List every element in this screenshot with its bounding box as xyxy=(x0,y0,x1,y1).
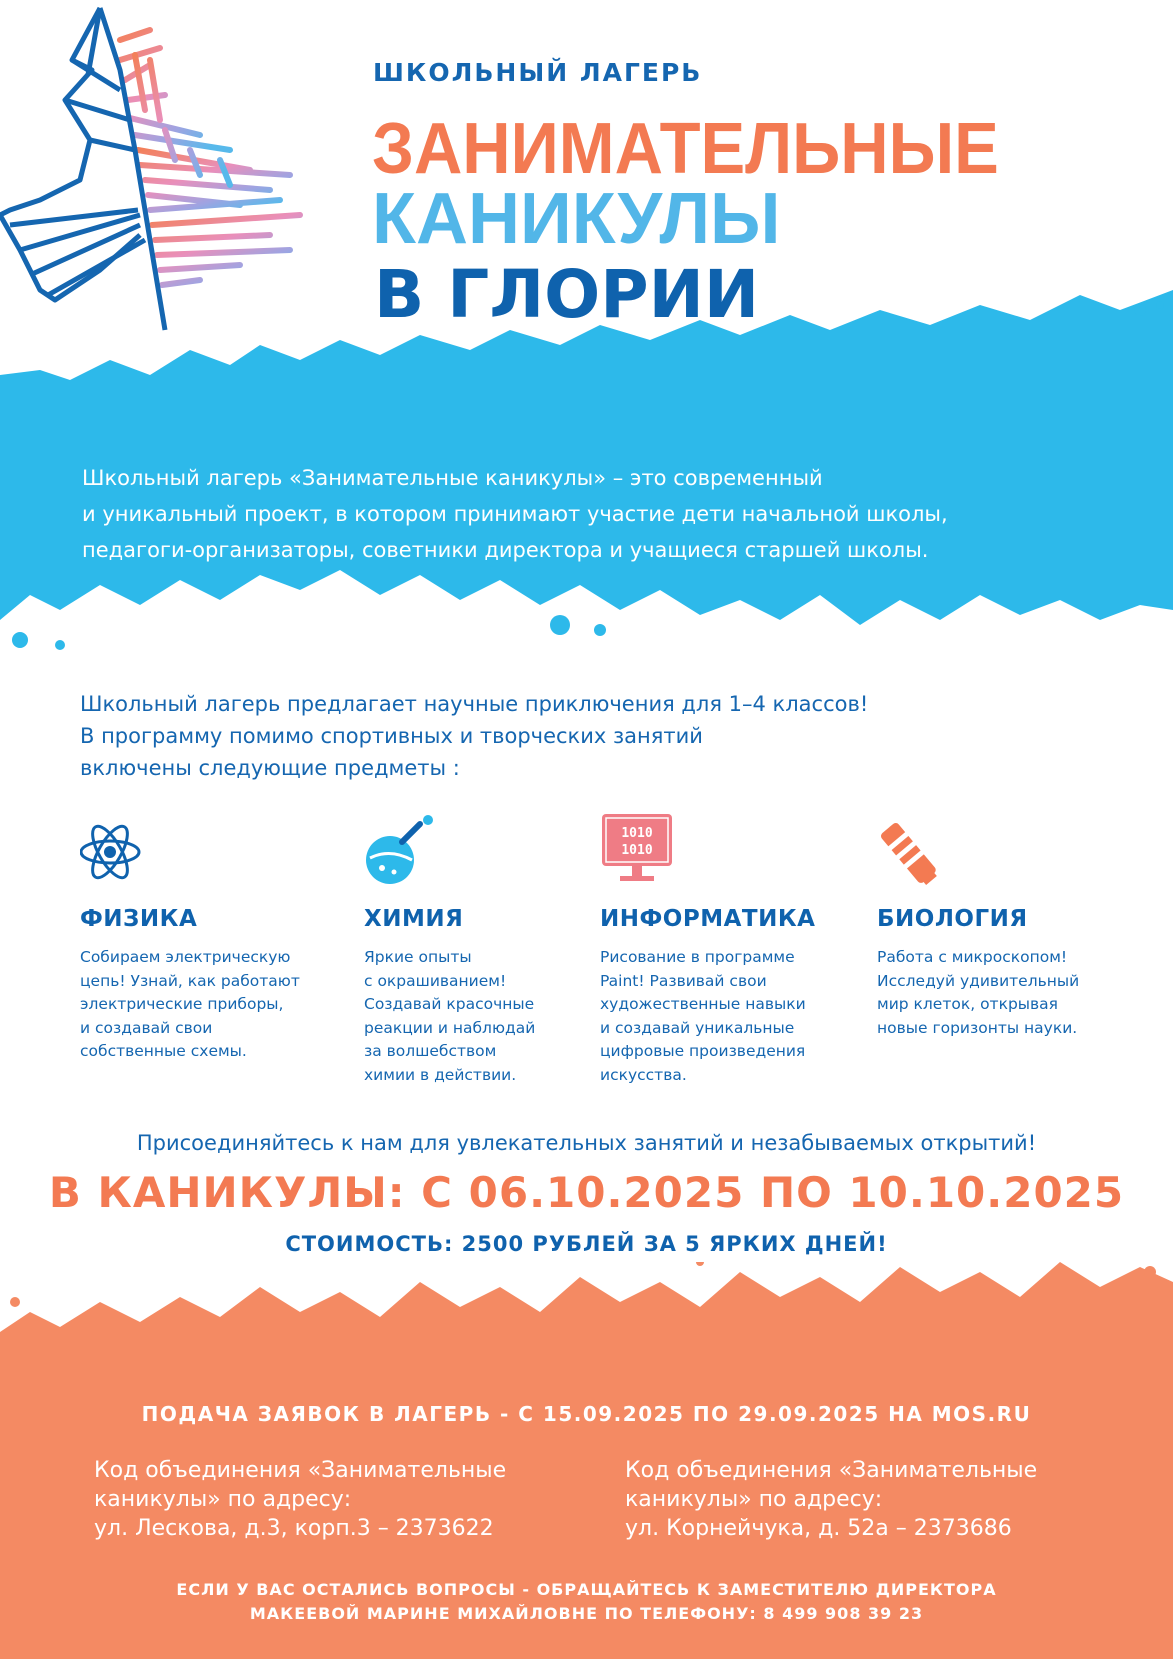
address-line: каникулы» по адресу: xyxy=(625,1487,883,1512)
join-text: Присоединяйтесь к нам для увлекательных занятий и незабываемых открытий! xyxy=(136,1131,1037,1155)
binary-line: 1010 xyxy=(621,843,653,858)
subject-name: ХИМИЯ xyxy=(364,906,464,932)
desc-line: электрические приборы, xyxy=(80,995,284,1013)
desc-line: цифровые произведения xyxy=(600,1042,806,1060)
address-line: Код объединения «Занимательные xyxy=(94,1458,507,1483)
desc-line: и создавай уникальные xyxy=(600,1018,795,1037)
contact-info xyxy=(0,1578,1173,1626)
address-line: каникулы» по адресу: xyxy=(94,1487,352,1512)
title-line-3: В ГЛОРИИ xyxy=(374,256,760,333)
subject-desc xyxy=(364,946,535,1087)
desc-line: с окрашиванием! xyxy=(364,971,507,990)
program-line: включены следующие предметы : xyxy=(80,756,460,780)
camp-price: СТОИМОСТЬ: 2500 РУБЛЕЙ ЗА 5 ЯРКИХ ДНЕЙ! xyxy=(285,1232,888,1256)
program-text xyxy=(80,688,868,784)
desc-line: искусства. xyxy=(600,1065,687,1084)
program-line: Школьный лагерь предлагает научные приключения для 1–4 классов! xyxy=(80,692,869,716)
application-period: ПОДАЧА ЗАЯВОК В ЛАГЕРЬ - С 15.09.2025 ПО 29.09.2025 НА MOS.RU xyxy=(141,1402,1032,1426)
desc-line: Яркие опыты xyxy=(364,948,472,966)
camp-subtitle: ШКОЛЬНЫЙ ЛАГЕРЬ xyxy=(373,58,703,87)
desc-line: Собираем электрическую xyxy=(80,948,291,966)
address-line: Код объединения «Занимательные xyxy=(625,1458,1038,1483)
subject-name: ИНФОРМАТИКА xyxy=(600,906,816,932)
desc-line: за волшебством xyxy=(364,1042,497,1060)
subject-desc xyxy=(877,946,1079,1040)
subject-desc xyxy=(600,946,815,1087)
subject-desc xyxy=(80,946,300,1064)
subject-informatics xyxy=(600,812,815,1087)
subject-chemistry xyxy=(364,812,535,1087)
desc-line: Paint! Развивай свои xyxy=(600,971,767,990)
binary-line: 1010 xyxy=(621,826,653,841)
intro-text xyxy=(82,460,1102,568)
desc-line: реакции и наблюдай xyxy=(364,1018,536,1037)
desc-line: и создавай свои xyxy=(80,1018,213,1037)
title-line-1: ЗАНИМАТЕЛЬНЫЕ xyxy=(372,109,999,189)
desc-line: новые горизонты науки. xyxy=(877,1018,1078,1037)
subject-biology xyxy=(877,812,1079,1040)
desc-line: Рисование в программе xyxy=(600,948,795,966)
desc-line: Исследуй удивительный xyxy=(877,971,1080,990)
computer-binary-icon xyxy=(600,812,676,888)
microscope-icon xyxy=(877,812,953,888)
address-block-2 xyxy=(625,1456,1037,1543)
desc-line: Работа с микроскопом! xyxy=(877,948,1068,966)
contact-line: ЕСЛИ У ВАС ОСТАЛИСЬ ВОПРОСЫ - ОБРАЩАЙТЕСЬ К ЗАМЕСТИТЕЛЮ ДИРЕКТОРА xyxy=(176,1580,997,1599)
subject-name: БИОЛОГИЯ xyxy=(877,906,1028,932)
intro-line: и уникальный проект, в котором принимают участие дети начальной школы, xyxy=(82,502,948,526)
address-line: ул. Лескова, д.3, корп.3 – 2373622 xyxy=(94,1516,494,1541)
desc-line: цепь! Узнай, как работают xyxy=(80,971,300,990)
subject-name: ФИЗИКА xyxy=(80,906,198,932)
intro-line: Школьный лагерь «Занимательные каникулы» – это современный xyxy=(82,466,823,490)
desc-line: собственные схемы. xyxy=(80,1042,247,1060)
address-block-1 xyxy=(94,1456,506,1543)
desc-line: мир клеток, открывая xyxy=(877,995,1058,1013)
camp-dates: В КАНИКУЛЫ: С 06.10.2025 ПО 10.10.2025 xyxy=(48,1168,1125,1217)
desc-line: Создавай красочные xyxy=(364,995,535,1013)
flask-icon xyxy=(364,812,440,888)
desc-line: химии в действии. xyxy=(364,1065,517,1084)
subject-physics xyxy=(80,812,300,1064)
intro-line: педагоги-организаторы, советники директора и учащиеся старшей школы. xyxy=(82,538,929,562)
contact-line: МАКЕЕВОЙ МАРИНЕ МИХАЙЛОВНЕ ПО ТЕЛЕФОНУ: 8 499 908 39 23 xyxy=(249,1604,924,1623)
address-line: ул. Корнейчука, д. 52а – 2373686 xyxy=(625,1516,1012,1541)
title-line-2: КАНИКУЛЫ xyxy=(372,179,781,259)
atom-icon xyxy=(80,812,156,888)
desc-line: художественные навыки xyxy=(600,995,806,1013)
program-line: В программу помимо спортивных и творческих занятий xyxy=(80,724,703,748)
